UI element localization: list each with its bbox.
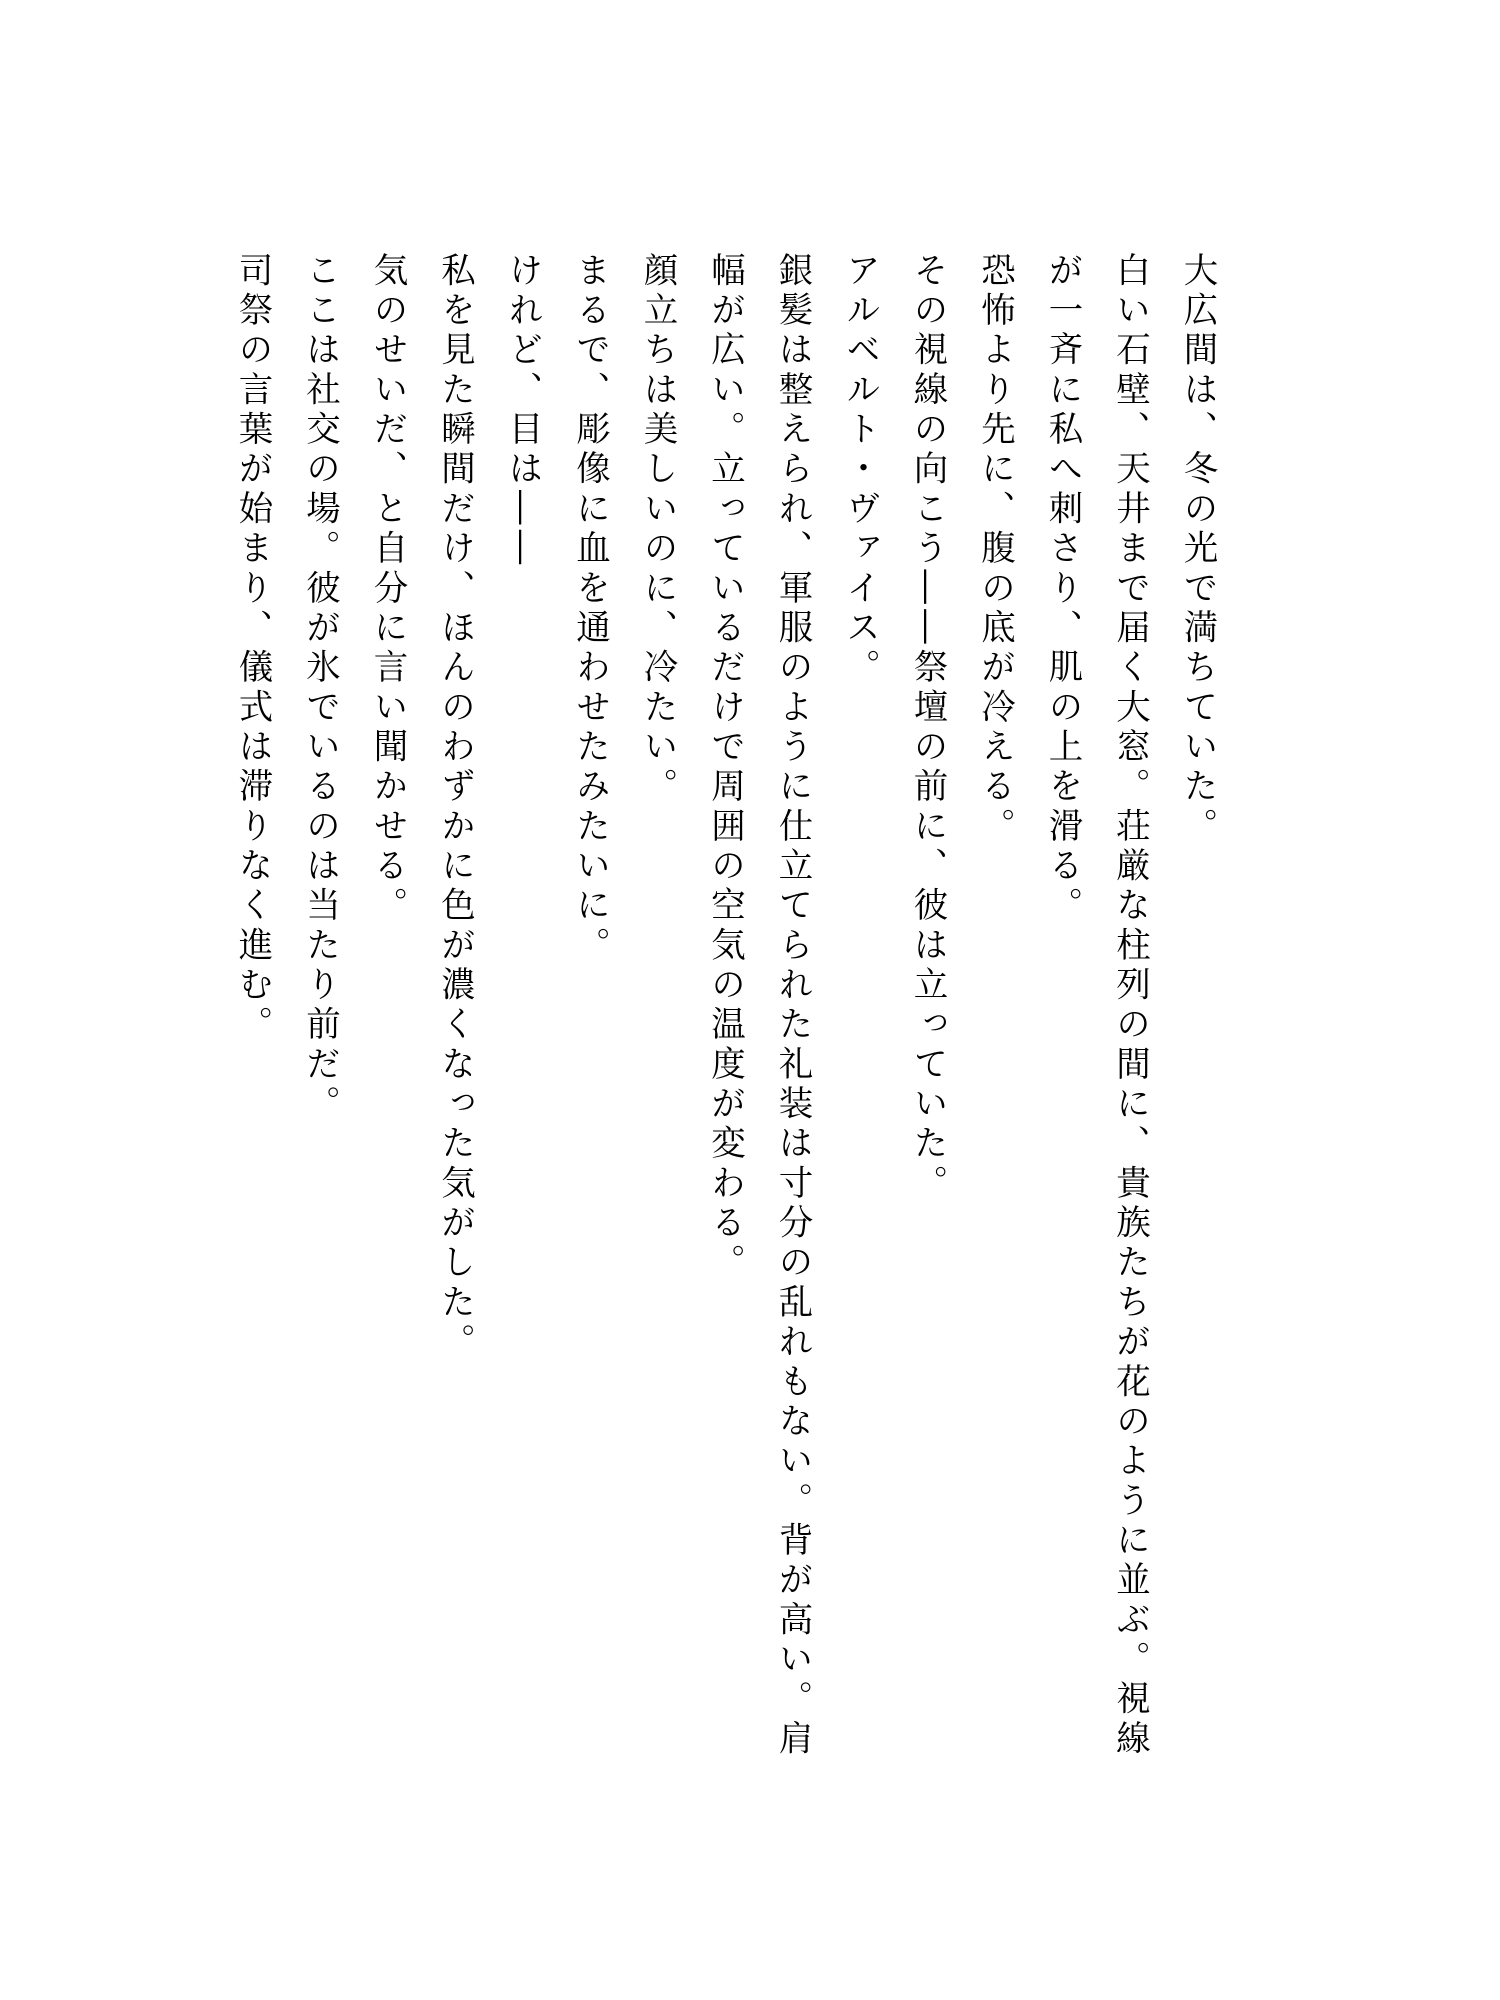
paragraph-12: ここは社交の場。彼が氷でいるのは当たり前だ。 xyxy=(299,252,340,1125)
paragraph-2: 白い石壁、天井まで届く大窓。荘厳な柱列の間に、貴族たちが花のように並ぶ。視線が一斉に私へ刺さり、肌の上を滑る。 xyxy=(1042,252,1150,1760)
paragraph-11: 気のせいだ、と自分に言い聞かせる。 xyxy=(367,252,407,927)
paragraph-9: けれど、目は―― xyxy=(502,252,542,570)
paragraph-1: 大広間は、冬の光で満ちていた。 xyxy=(1177,252,1217,848)
paragraph-13: 司祭の言葉が始まり、儀式は滞りなく進む。 xyxy=(232,252,272,1046)
paragraph-6: 銀髪は整えられ、軍服のように仕立てられた礼装は寸分の乱れもない。背が高い。肩幅が広い。立っているだけで周囲の空気の温度が変わる。 xyxy=(704,252,812,1760)
paragraph-7: 顔立ちは美しいのに、冷たい。 xyxy=(637,252,677,808)
paragraph-10: 私を見た瞬間だけ、ほんのわずかに色が濃くなった気がした。 xyxy=(434,252,475,1363)
vertical-text-body xyxy=(230,252,1230,1772)
paragraph-8: まるで、彫像に血を通わせたみたいに。 xyxy=(569,252,610,967)
paragraph-5: アルベルト・ヴァイス。 xyxy=(839,252,880,689)
paragraph-3: 恐怖より先に、腹の底が冷える。 xyxy=(974,252,1015,848)
paragraph-4: その視線の向こう――祭壇の前に、彼は立っていた。 xyxy=(907,252,947,1205)
